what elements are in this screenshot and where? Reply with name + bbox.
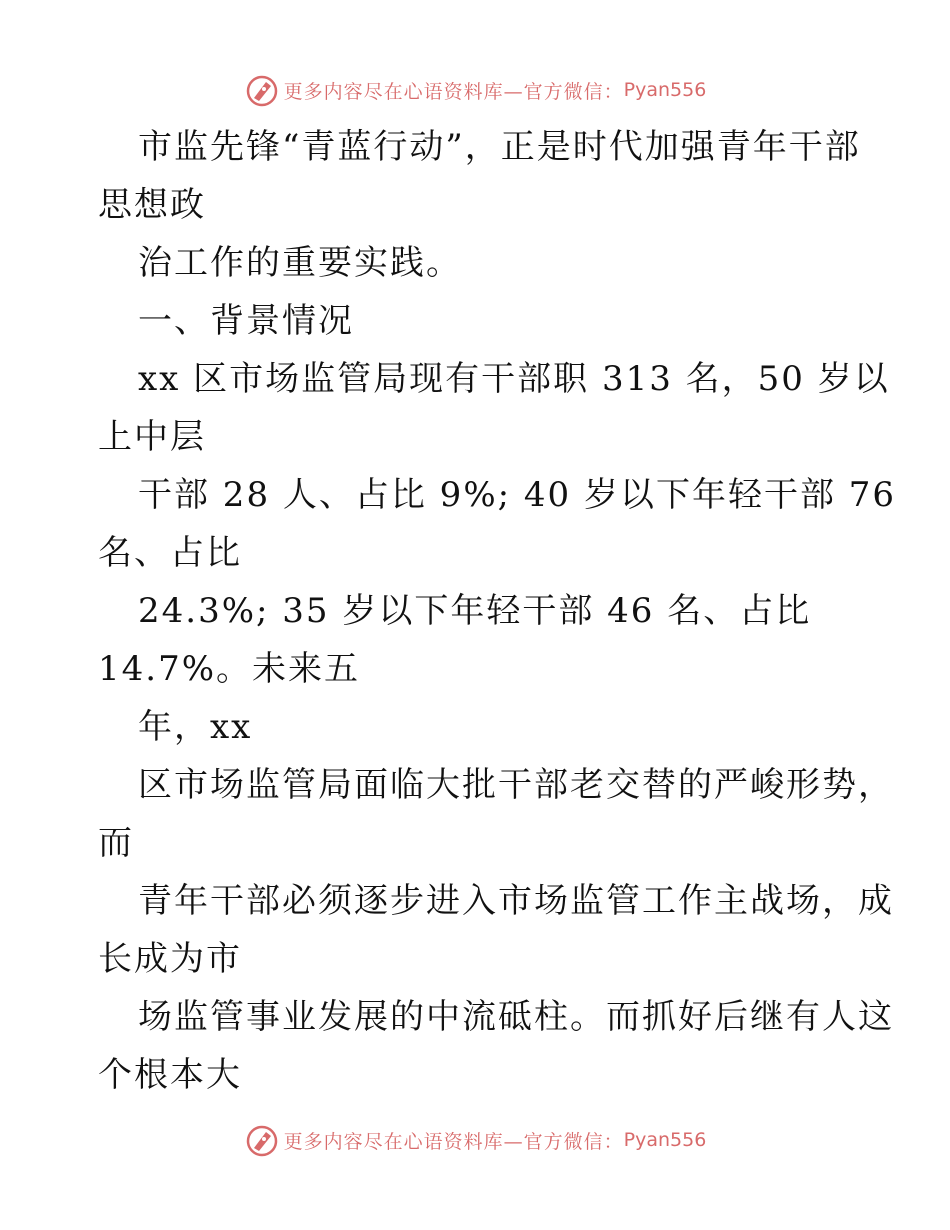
header-watermark <box>0 70 950 110</box>
pen-nib-icon <box>244 1122 280 1158</box>
text-line: 长成为市 <box>98 939 242 979</box>
watermark-handle: Pyan556 <box>623 79 707 101</box>
text-line: 14.7%。未来五 <box>98 649 361 689</box>
text-line: 青年干部必须逐步进入市场监管工作主战场，成 <box>138 881 894 921</box>
text-line: 24.3%; 35 岁以下年轻干部 46 名、占比 <box>138 591 812 631</box>
footer-watermark <box>0 1120 950 1160</box>
watermark-text: 更多内容尽在心语资料库—官方微信： <box>283 1130 624 1153</box>
text-line: 场监管事业发展的中流砥柱。而抓好后继有人这 <box>138 997 894 1037</box>
text-line: 思想政 <box>98 185 206 225</box>
text-line: 区市场监管局面临大批干部老交替的严峻形势， <box>138 765 894 805</box>
text-line: 而 <box>98 823 134 863</box>
section-heading: 一、背景情况 <box>138 301 354 341</box>
text-line: 年，xx <box>138 707 253 747</box>
text-line: 市监先锋“青蓝行动”，正是时代加强青年干部 <box>138 127 861 167</box>
watermark-text: 更多内容尽在心语资料库—官方微信： <box>283 80 624 103</box>
watermark-handle: Pyan556 <box>623 1129 707 1151</box>
text-line: 上中层 <box>98 417 206 457</box>
text-line: xx 区市场监管局现有干部职 313 名，50 岁以 <box>138 359 890 399</box>
text-line: 治工作的重要实践。 <box>138 243 462 283</box>
text-line: 名、占比 <box>98 533 242 573</box>
text-line: 个根本大 <box>98 1055 242 1095</box>
pen-nib-icon <box>244 72 280 108</box>
text-line: 干部 28 人、占比 9%; 40 岁以下年轻干部 76 <box>138 475 897 515</box>
